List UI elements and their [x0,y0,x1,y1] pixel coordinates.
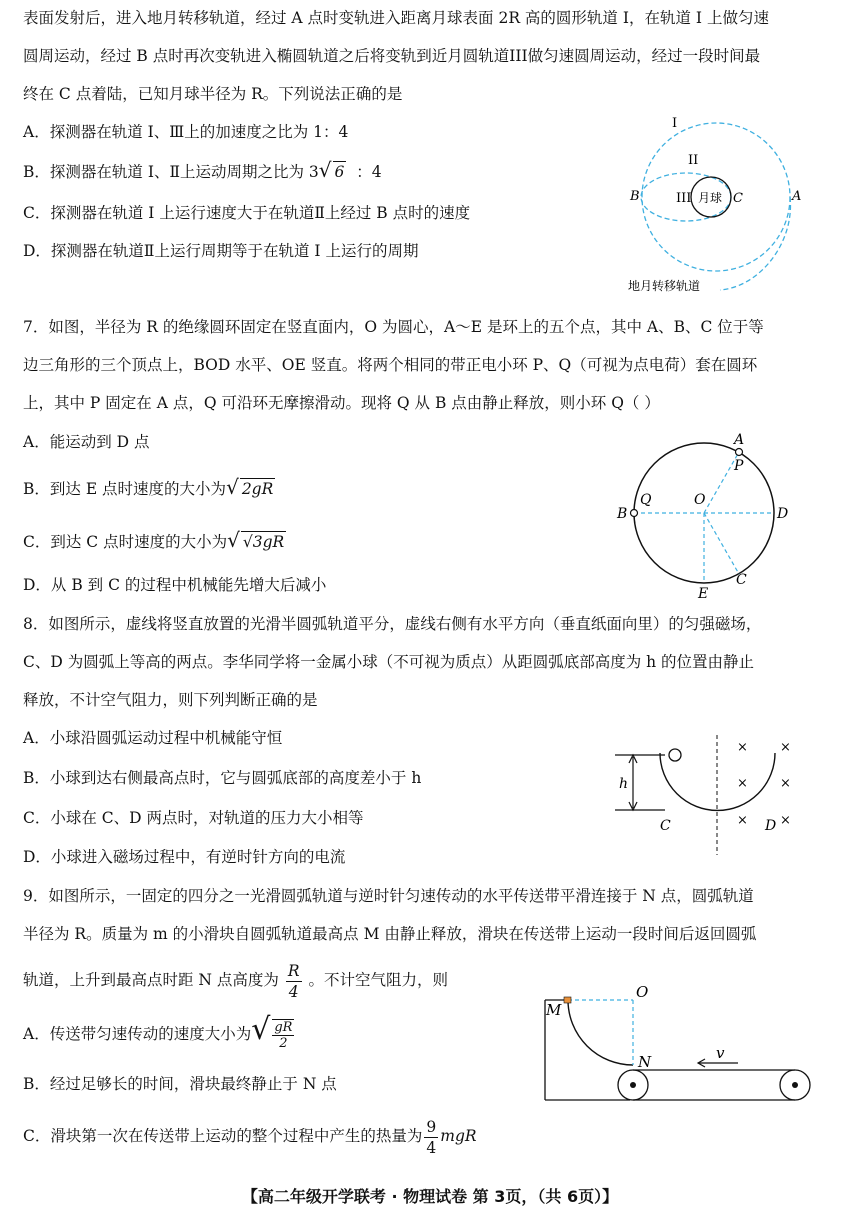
q7-option-b: B．到达 E 点时速度的大小为√ 2gR [23,475,274,499]
q7-stem-line-3: 上，其中 P 固定在 A 点，Q 可沿环无摩擦滑动。现将 Q 从 B 点由静止释放，则小环 Q（ ） [23,394,660,412]
q8-option-d: D．小球进入磁场过程中，有逆时针方向的电流 [23,848,346,866]
q9-option-b: B．经过足够长的时间，滑块最终静止于 N 点 [23,1075,337,1093]
label-c: C [736,572,747,588]
q7-ring-figure [612,428,802,600]
q7-option-d: D．从 B 到 C 的过程中机械能先增大后减小 [23,576,327,594]
q9-stem-line-2: 半径为 R。质量为 m 的小滑块自圆弧轨道最高点 M 由静止释放，滑块在传送带上运动一段时间后返回圆弧 [23,925,757,943]
q9-stem-line-3 [23,960,448,1002]
q7-stem-line-2: 边三角形的三个顶点上，BOD 水平、OE 竖直。将两个相同的带正电小环 P、Q（可视为点电荷）套在圆环 [23,356,758,374]
label-q: Q [640,492,652,508]
label-m: M [546,1001,562,1019]
q9-option-c-fraction [424,1117,438,1158]
slider-block [564,997,571,1003]
quarter-arc-track [568,1000,633,1065]
field-x-3: × [737,776,748,791]
fraction-denominator: 4 [426,1138,437,1157]
q6-option-b-suffix: ：4 [356,163,382,181]
field-x-4: × [780,776,791,791]
label-e: E [698,586,709,600]
page-footer: 【高二年级开学联考 · 物理试卷 第 3页，（共 6页）】 [241,1187,619,1206]
q6-option-a: A．探测器在轨道 Ⅰ、Ⅲ上的加速度之比为 1：4 [23,123,349,141]
field-x-5: × [737,813,748,828]
q9-option-a: A．传送带匀速传动的速度大小为√ $\frac{gR}{2}$ [23,1012,293,1051]
label-c: C [660,818,671,834]
metal-ball [669,749,681,761]
q6-option-b: B．探测器在轨道 Ⅰ、Ⅱ上运动周期之比为 3√ 6 ：4 [23,158,382,182]
q9-option-a-fraction [272,1019,294,1051]
q9-option-c-text: C．滑块第一次在传送带上运动的整个过程中产生的热量为 [23,1127,423,1145]
q8-stem-line-2: C、D 为圆弧上等高的两点。李华同学将一金属小球（不可视为质点）从距圆弧底部高度为 h 的位置由静止 [23,653,755,671]
q8-stem-line-3: 释放，不计空气阻力，则下列判断正确的是 [23,691,318,709]
q8-option-c: C．小球在 C、D 两点时，对轨道的压力大小相等 [23,809,364,827]
q9-option-c [23,1116,477,1158]
q6-option-d: D．探测器在轨道Ⅱ上运行周期等于在轨道 Ⅰ 上运行的周期 [23,242,419,260]
label-p: P [734,458,744,474]
label-d: D [777,506,789,522]
q7-option-c-text: C．到达 C 点时速度的大小为 [23,533,228,551]
transfer-orbit-label: 地月转移轨道 [628,279,701,293]
fraction-numerator: 9 [426,1117,437,1136]
q6-text-line-1: 表面发射后，进入地月转移轨道，经过 A 点时变轨进入距离月球表面 2R 高的圆形轨道 I，在轨道 I 上做匀速 [23,9,769,27]
q6-orbit-figure [620,112,810,302]
q6-text-line-3: 终在 C 点着陆，已知月球半径为 R。下列说法正确的是 [23,85,403,103]
q7-option-a: A．能运动到 D 点 [23,433,150,451]
q7-option-b-radicand: 2gR [241,480,274,498]
label-d: D [765,818,777,834]
q8-option-a: A．小球沿圆弧运动过程中机械能守恒 [23,729,283,747]
q9-option-a-text: A．传送带匀速传动的速度大小为 [23,1025,252,1043]
q7-option-c-radicand: √3gR [242,533,285,551]
ring-p-marker [736,449,743,456]
q6-option-c: C．探测器在轨道 Ⅰ 上运行速度大于在轨道Ⅱ上经过 B 点时的速度 [23,204,471,222]
q8-track-figure [605,735,815,860]
fraction-numerator: gR [274,1020,293,1035]
q6-option-b-text: B．探测器在轨道 Ⅰ、Ⅱ上运动周期之比为 3 [23,163,319,181]
oc-line [704,513,739,574]
label-o: O [636,985,649,1001]
q9-line3-text: 轨道，上升到最高点时距 N 点高度为 [23,971,279,989]
label-o: O [694,492,706,508]
left-pulley-axle [630,1082,636,1088]
point-a-label: A [792,189,802,204]
q9-conveyor-figure [540,985,820,1105]
field-x-6: × [780,813,791,828]
orbit-2-label: II [688,153,699,168]
q7-option-c: C．到达 C 点时速度的大小为√ √3gR [23,528,285,552]
fraction-denominator: 2 [279,1036,288,1051]
q9-stem-line-1: 9．如图所示，一固定的四分之一光滑圆弧轨道与逆时针匀速传动的水平传送带平滑连接于 N 点，圆弧轨道 [23,887,754,905]
moon-label: 月球 [698,191,723,205]
label-b: B [617,506,628,522]
point-b-label: B [630,189,640,204]
q8-stem-line-1: 8．如图所示，虚线将竖直放置的光滑半圆弧轨道平分，虚线右侧有水平方向（垂直纸面向里）的匀强磁场， [23,615,762,633]
ring-q-marker [631,510,638,517]
label-v: v [716,1044,725,1062]
q8-option-b: B．小球到达右侧最高点时，它与圆弧底部的高度差小于 h [23,769,422,787]
q7-option-b-text: B．到达 E 点时速度的大小为 [23,480,227,498]
fraction-numerator: R [287,961,300,980]
label-h: h [619,776,629,792]
label-a: A [734,432,745,448]
point-c-label: C [733,191,743,206]
right-pulley-axle [792,1082,798,1088]
transfer-orbit-path [720,197,790,290]
q9-line3-suffix: 。不计空气阻力，则 [308,971,448,989]
label-n: N [638,1053,652,1071]
q6-option-b-radicand: 6 [334,163,345,181]
fraction-denominator: 4 [288,982,299,1001]
q9-height-fraction [286,961,302,1002]
q6-text-line-2: 圆周运动，经过 B 点时再次变轨进入椭圆轨道之后将变轨到近月圆轨道III做匀速圆周运动，经过一段时间最 [23,47,761,65]
field-x-2: × [780,740,791,755]
orbit-3-label: III [676,191,692,206]
q7-stem-line-1: 7．如图，半径为 R 的绝缘圆环固定在竖直面内，O 为圆心，A～E 是环上的五个点，其中 A、B、C 位于等 [23,318,764,336]
q9-option-c-suffix: mgR [440,1127,477,1145]
field-x-1: × [737,740,748,755]
orbit-1-label: I [672,116,678,131]
